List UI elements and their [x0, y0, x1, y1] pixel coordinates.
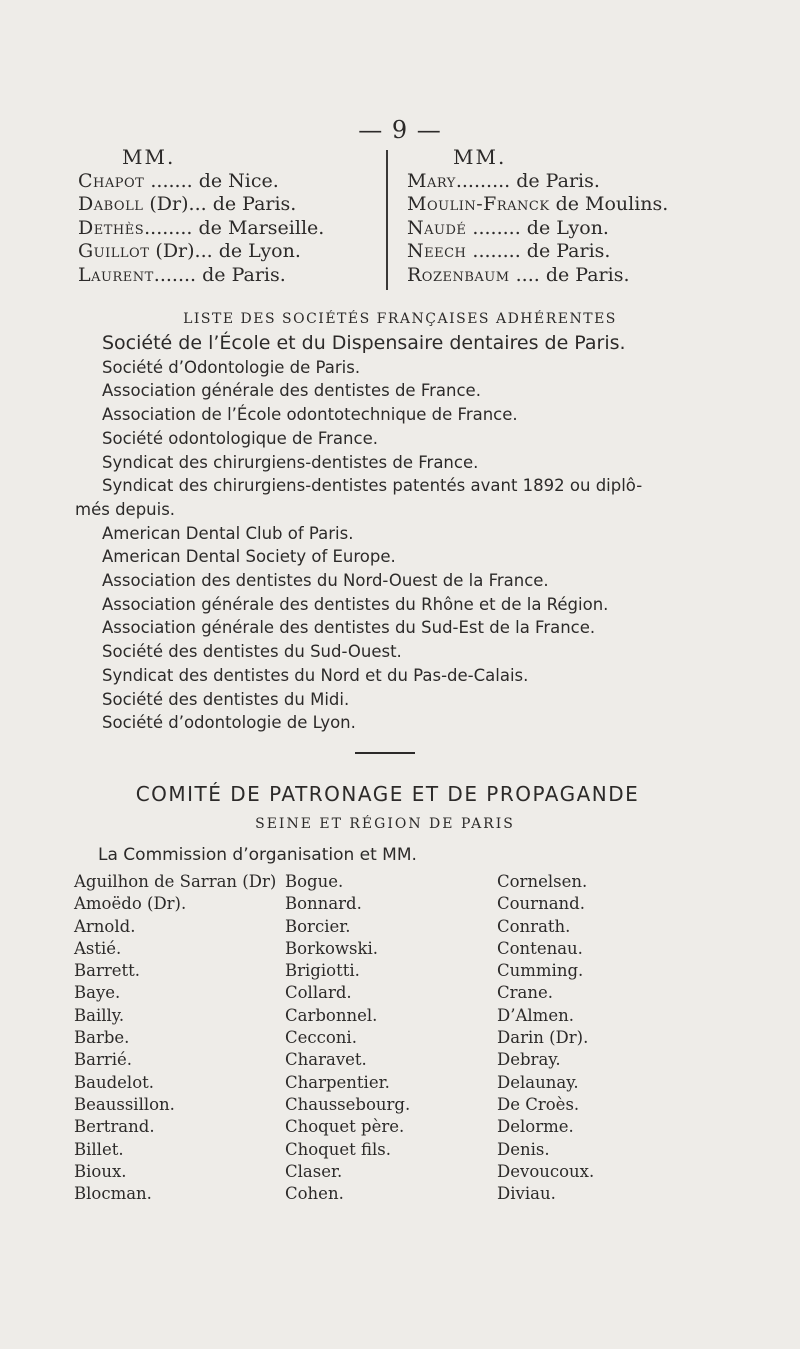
member-entry: Mary......... de Paris. — [407, 169, 600, 192]
member-entry: Neech ........ de Paris. — [407, 240, 611, 262]
name-item: Billet. — [74, 1139, 124, 1159]
name-item: D’Almen. — [497, 1005, 574, 1025]
name-item: Cornelsen. — [497, 872, 588, 891]
name-item: Cohen. — [285, 1184, 344, 1204]
members-right-column — [407, 146, 668, 287]
names-column-2 — [285, 871, 410, 1205]
members-right-header: MM. — [453, 145, 507, 169]
name-item: Bertrand. — [74, 1117, 155, 1137]
name-item: Darin (Dr). — [497, 1028, 589, 1048]
comite-subtitle: SEINE ET RÉGION DE PARIS — [255, 816, 515, 832]
members-left-header: MM. — [122, 145, 176, 169]
society-line: Syndicat des dentistes du Nord et du Pas-de-Calais. — [102, 665, 529, 685]
name-item: Bioux. — [74, 1161, 127, 1181]
name-item: Barbe. — [74, 1028, 130, 1048]
name-item: Bogue. — [285, 872, 344, 891]
name-item: Charpentier. — [285, 1072, 390, 1092]
name-item: Arnold. — [74, 916, 136, 936]
society-line: Association des dentistes du Nord-Ouest de la France. — [102, 571, 549, 591]
name-item: Delaunay. — [497, 1072, 579, 1092]
name-item: Baudelot. — [74, 1072, 155, 1092]
name-item: Amoëdo (Dr). — [74, 894, 187, 914]
name-item: Crane. — [497, 983, 553, 1003]
societies-list — [75, 332, 792, 735]
members-left-column — [78, 146, 324, 287]
name-item: Borkowski. — [285, 938, 378, 958]
name-item: De Croès. — [497, 1094, 580, 1114]
names-column-3 — [497, 871, 594, 1205]
name-item: Cecconi. — [285, 1028, 357, 1048]
name-item: Claser. — [285, 1161, 343, 1181]
name-item: Brigiotti. — [285, 961, 360, 981]
name-item: Choquet fils. — [285, 1139, 392, 1159]
name-item: Devoucoux. — [497, 1161, 595, 1181]
society-line: American Dental Club of Paris. — [102, 523, 354, 543]
society-line: Association générale des dentistes du Sud-Est de la France. — [102, 618, 596, 638]
name-item: Cumming. — [497, 961, 584, 981]
society-line: American Dental Society of Europe. — [102, 547, 396, 567]
member-entry: Moulin-Franck de Moulins. — [407, 193, 669, 215]
name-item: Bailly. — [74, 1005, 125, 1025]
society-line: Syndicat des chirurgiens-dentistes de France. — [102, 452, 479, 472]
name-item: Carbonnel. — [285, 1005, 378, 1025]
member-entry: Dethès........ de Marseille. — [78, 216, 325, 239]
member-entry: Guillot (Dr)... de Lyon. — [78, 240, 301, 262]
name-item: Chaussebourg. — [285, 1094, 411, 1114]
names-column-1 — [74, 871, 276, 1205]
name-item: Charavet. — [285, 1050, 367, 1070]
member-entry: Naudé ........ de Lyon. — [407, 216, 609, 239]
member-entry: Daboll (Dr)... de Paris. — [78, 193, 297, 215]
comite-title: COMITÉ DE PATRONAGE ET DE PROPAGANDE — [135, 782, 640, 806]
society-line: Syndicat des chirurgiens-dentistes patentés avant 1892 ou diplô- — [102, 476, 643, 496]
society-line: més depuis. — [75, 499, 176, 519]
name-item: Debray. — [497, 1050, 561, 1070]
commission-intro: La Commission d’organisation et MM. — [98, 845, 417, 865]
name-item: Borcier. — [285, 916, 351, 936]
societies-title: LISTE DES SOCIÉTÉS FRANÇAISES ADHÉRENTES — [183, 311, 617, 327]
name-item: Barrett. — [74, 961, 141, 981]
society-line: Société d’Odontologie de Paris. — [102, 357, 361, 377]
society-line: Association générale des dentistes de France. — [102, 381, 481, 401]
society-line: Société odontologique de France. — [102, 428, 378, 448]
member-entry: Chapot ....... de Nice. — [78, 169, 279, 192]
name-item: Bonnard. — [285, 894, 362, 914]
society-line: Société des dentistes du Sud-Ouest. — [102, 642, 402, 662]
name-item: Denis. — [497, 1139, 550, 1159]
name-item: Choquet père. — [285, 1117, 405, 1137]
society-line: Société des dentistes du Midi. — [102, 689, 350, 709]
member-entry: Rozenbaum .... de Paris. — [407, 263, 630, 286]
column-divider — [386, 150, 388, 290]
society-line: Société de l’École et du Dispensaire dentaires de Paris. — [102, 332, 626, 354]
society-line: Association de l’École odontotechnique de France. — [102, 405, 518, 425]
name-item: Delorme. — [497, 1117, 574, 1137]
section-rule — [355, 752, 415, 754]
page-number: — 9 — — [358, 116, 442, 144]
name-item: Aguilhon de Sarran (Dr) — [74, 872, 277, 891]
name-item: Barrié. — [74, 1050, 133, 1070]
name-item: Contenau. — [497, 938, 583, 958]
name-item: Cournand. — [497, 894, 585, 914]
members-section — [0, 146, 800, 296]
name-item: Baye. — [74, 983, 121, 1003]
society-line: Société d’odontologie de Lyon. — [102, 713, 356, 733]
member-entry: Laurent....... de Paris. — [78, 263, 286, 286]
name-item: Astié. — [74, 938, 122, 958]
name-item: Collard. — [285, 983, 352, 1003]
society-line: Association générale des dentistes du Rhône et de la Région. — [102, 594, 609, 614]
name-item: Conrath. — [497, 916, 571, 936]
name-item: Beaussillon. — [74, 1094, 175, 1114]
name-item: Blocman. — [74, 1184, 152, 1204]
name-item: Diviau. — [497, 1184, 556, 1204]
